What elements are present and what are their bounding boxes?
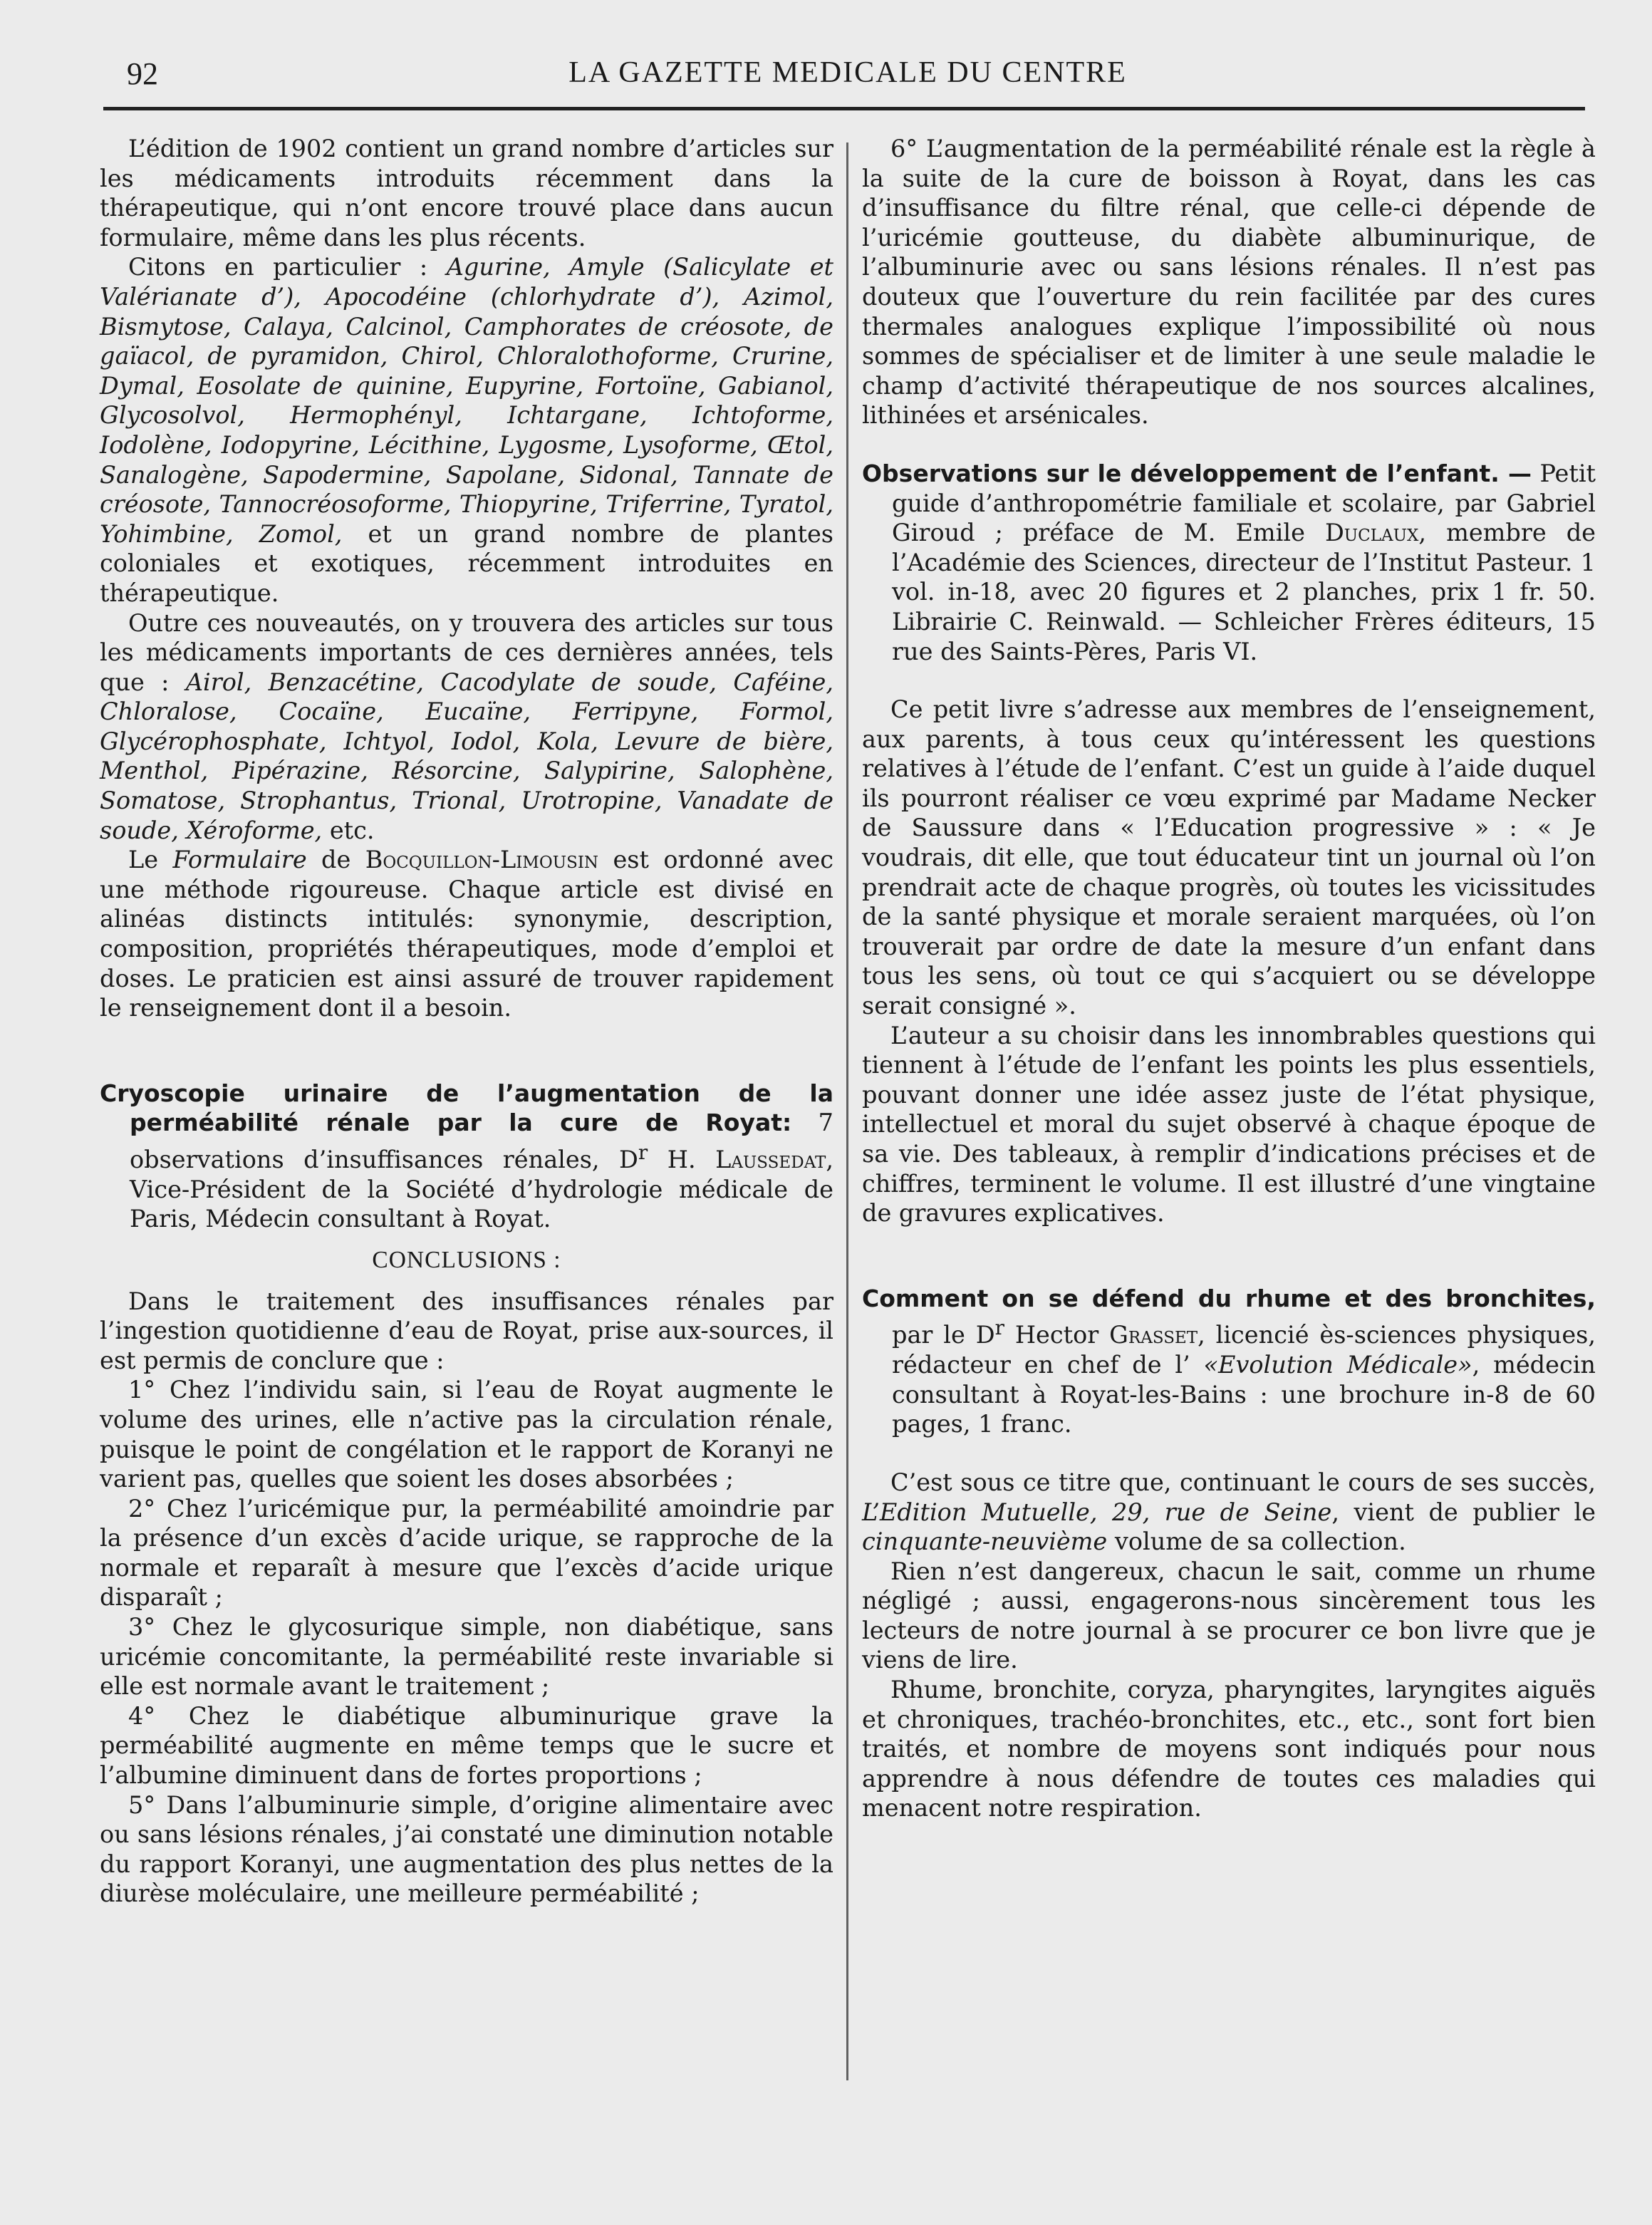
paragraph-formulaire: Le Formulaire de Bocquillon-Limousin est ordonné avec une méthode rigoureuse. Chaque article est divisé en alinéas distincts intitulés: synonymie, description, composition, propriétés thérapeutiques, mode d’emploi et doses. Le praticien est ainsi assuré de trouver rapidement le renseignement dont il a besoin. bbox=[100, 846, 833, 1022]
section-title: Observations sur le développement de l’enfant. — bbox=[862, 459, 1532, 487]
author-name: H. Laussedat bbox=[648, 1146, 826, 1174]
important-drugs-list: Airol, Benzacétine, Cacodylate de soude, Caféine, Chloralose, Cocaïne, Eucaïne, Ferripyne, Formol, Glycérophosphate, Ichtyol, Iodol, Kola, Levure de bière, Menthol, Pipérazine, Résorcine, Salypirine, Salophène, Somatose, Strophantus, Trional, Urotropine, Vanadate de soude, Xéroforme, bbox=[100, 668, 833, 844]
section-rhume: Comment on se défend du rhume et des bronchites, par le $D^r$ Hector Grasset, licencié ès-sciences physiques, rédacteur en chef de l’ «Evolution Médicale», médecin consultant à Royat-les-Bains : une brochure in-8 de 60 pages, 1 franc. bbox=[862, 1284, 1596, 1438]
paragraph-review: Ce petit livre s’adresse aux membres de l’enseignement, aux parents, à tous ceux qu’intéressent les questions relatives à l’étude de l’enfant. C’est un guide à l’aide duquel ils pourront réaliser ce vœu exprimé par Madame Necker de Saussure dans « l’Education progressive » : « Je voudrais, dit elle, que tout éducateur tint un journal où l’on prendrait acte de chaque progrès, où toutes les vicissitudes de la santé physique et morale seraient marquées, où l’on trouverait par ordre de date la mesure d’un enfant dans tous les sens, où tout ce qui s’acquiert ou se développe serait consigné ». bbox=[862, 695, 1596, 1020]
paragraph-review: C’est sous ce titre que, continuant le cours de ses succès, L’Edition Mutuelle, 29, rue de Seine, vient de publier le cinquante-neuvième volume de sa collection. bbox=[862, 1468, 1596, 1556]
running-title: LA GAZETTE MEDICALE DU CENTRE bbox=[568, 56, 1127, 89]
conclusion-item: 3° Chez le glycosurique simple, non diabétique, sans uricémie concomitante, la perméabilité reste invariable si elle est normale avant le traitement ; bbox=[100, 1613, 833, 1701]
section-cryoscopie: Cryoscopie urinaire de l’augmentation de la perméabilité rénale par la cure de Royat: 7 observations d’insuffisances rénales, $D^r$ H. Laussedat, Vice-Président de la Société d’hydrologie médicale de Paris, Médecin consultant à Royat. bbox=[100, 1079, 833, 1233]
paragraph-important-drugs: Outre ces nouveautés, on y trouvera des articles sur tous les médicaments importants de ces dernières années, tels que : Airol, Benzacétine, Cacodylate de soude, Caféine, Chloralose, Cocaïne, Eucaïne, Ferripyne, Formol, Glycérophosphate, Ichtyol, Iodol, Kola, Levure de bière, Menthol, Pipérazine, Résorcine, Salypirine, Salophène, Somatose, Strophantus, Trional, Urotropine, Vanadate de soude, Xéroforme, etc. bbox=[100, 608, 833, 844]
right-column bbox=[862, 134, 1596, 1823]
paragraph-review: L’auteur a su choisir dans les innombrables questions qui tiennent à l’étude de l’enfant les points les plus essentiels, pouvant donner une idée assez juste de l’état physique, intellectuel et moral du sujet observé à chaque époque de sa vie. Des tableaux, à remplir d’indications précises et de chiffres, terminent le volume. Il est illustré d’une vingtaine de gravures explicatives. bbox=[862, 1021, 1596, 1228]
section-title: Comment on se défend du rhume et des bronchites, bbox=[862, 1284, 1596, 1312]
conclusion-item: 2° Chez l’uricémique pur, la perméabilité amoindrie par la présence d’un excès d’acide urique, se rapproche de la normale et reparaît à mesure que l’excès d’acide urique disparaît ; bbox=[100, 1494, 833, 1612]
conclusion-item: 1° Chez l’individu sain, si l’eau de Royat augmente le volume des urines, elle n’active pas la circulation rénale, puisque le point de congélation et le rapport de Koranyi ne varient pas, quelles que soient les doses absorbées ; bbox=[100, 1376, 833, 1493]
paragraph-review: Rien n’est dangereux, chacun le sait, comme un rhume négligé ; aussi, engagerons-nous sincèrement tous les lecteurs de notre journal à se procurer ce bon livre que je viens de lire. bbox=[862, 1557, 1596, 1674]
paragraph-new-drugs: Citons en particulier : Agurine, Amyle (Salicylate et Valérianate d’), Apocodéine (chlorhydrate d’), Azimol, Bismytose, Calaya, Calcinol, Camphorates de créosote, de gaïacol, de pyramidon, Chirol, Chloralothoforme, Crurine, Dymal, Eosolate de quinine, Eupyrine, Fortoïne, Gabianol, Glycosolvol, Hermophényl, Ichtargane, Ichtoforme, Iodolène, Iodopyrine, Lécithine, Lygosme, Lysoforme, Œtol, Sanalogène, Sapodermine, Sapolane, Sidonal, Tannate de créosote, Tannocréosoforme, Thiopyrine, Triferrine, Tyratol, Yohimbine, Zomol, et un grand nombre de plantes coloniales et exotiques, récemment introduites en thérapeutique. bbox=[100, 253, 834, 607]
left-column bbox=[100, 134, 833, 1909]
header-rule bbox=[103, 107, 1585, 110]
section-title: Cryoscopie urinaire de l’augmentation de la perméabilité rénale par la cure de Royat: bbox=[100, 1079, 833, 1137]
conclusion-item: 4° Chez le diabétique albuminurique grave la perméabilité augmente en même temps que le sucre et l’albumine diminuent dans de fortes proportions ; bbox=[100, 1701, 833, 1790]
paragraph-review: Rhume, bronchite, coryza, pharyngites, laryngites aiguës et chroniques, trachéo-bronchites, etc., etc., sont fort bien traités, et nombre de moyens sont indiqués pour nous apprendre à nous défendre de toutes ces maladies qui menacent notre respiration. bbox=[862, 1676, 1596, 1822]
conclusions-heading: CONCLUSIONS : bbox=[372, 1246, 561, 1273]
conclusion-intro: Dans le traitement des insuffisances rénales par l’ingestion quotidienne d’eau de Royat, prise aux-sources, il est permis de conclure que : bbox=[100, 1287, 833, 1374]
conclusion-item: 6° L’augmentation de la perméabilité rénale est la règle à la suite de la cure de boisson à Royat, dans les cas d’insuffisance du filtre rénal, que celle-ci dépende de l’uricémie goutteuse, du diabète albuminurique, de l’albuminurie avec ou sans lésions rénales. Il n’est pas douteux que l’ouverture du rein facilitée par des cures thermales analogues explique l’impossibilité où nous sommes de spécialiser et de limiter à une seule maladie le champ d’activité thérapeutique de nos sources alcalines, lithinées et arsénicales. bbox=[862, 135, 1596, 430]
page-header bbox=[107, 56, 1589, 98]
new-drugs-list: Agurine, Amyle (Salicylate et Valérianate d’), Apocodéine (chlorhydrate d’), Azimol, Bismytose, Calaya, Calcinol, Camphorates de créosote, de gaïacol, de pyramidon, Chirol, Chloralothoforme, Crurine, Dymal, Eosolate de quinine, Eupyrine, Fortoïne, Gabianol, Glycosolvol, Hermophényl, Ichtargane, Ichtoforme, Iodolène, Iodopyrine, Lécithine, Lygosme, Lysoforme, Œtol, Sanalogène, Sapodermine, Sapolane, Sidonal, Tannate de créosote, Tannocréosoforme, Thiopyrine, Triferrine, Tyratol, Yohimbine, Zomol, bbox=[100, 253, 833, 548]
page-number: 92 bbox=[127, 56, 158, 91]
conclusion-item: 5° Dans l’albuminurie simple, d’origine alimentaire avec ou sans lésions rénales, j’ai constaté une diminution notable du rapport Koranyi, une augmentation des plus nettes de la diurèse moléculaire, une meilleure perméabilité ; bbox=[100, 1790, 833, 1908]
author-name: Duclaux bbox=[1324, 519, 1419, 547]
section-developpement: Observations sur le développement de l’enfant. — Petit guide d’anthropométrie familiale et scolaire, par Gabriel Giroud ; préface de M. Emile Duclaux, membre de l’Académie des Sciences, directeur de l’Institut Pasteur. 1 vol. in-18, avec 20 figures et 2 planches, prix 1 fr. 50. Librairie C. Reinwald. — Schleicher Frères éditeurs, 15 rue des Saints-Pères, Paris VI. bbox=[862, 459, 1596, 665]
paragraph-edition: L’édition de 1902 contient un grand nombre d’articles sur les médicaments introduits récemment dans la thérapeutique, qui n’ont encore trouvé place dans aucun formulaire, même dans les plus récents. bbox=[100, 135, 833, 251]
author-name: Grasset bbox=[1109, 1321, 1198, 1349]
author-name: Bocquillon-Limousin bbox=[365, 846, 599, 874]
column-divider bbox=[846, 142, 848, 2080]
